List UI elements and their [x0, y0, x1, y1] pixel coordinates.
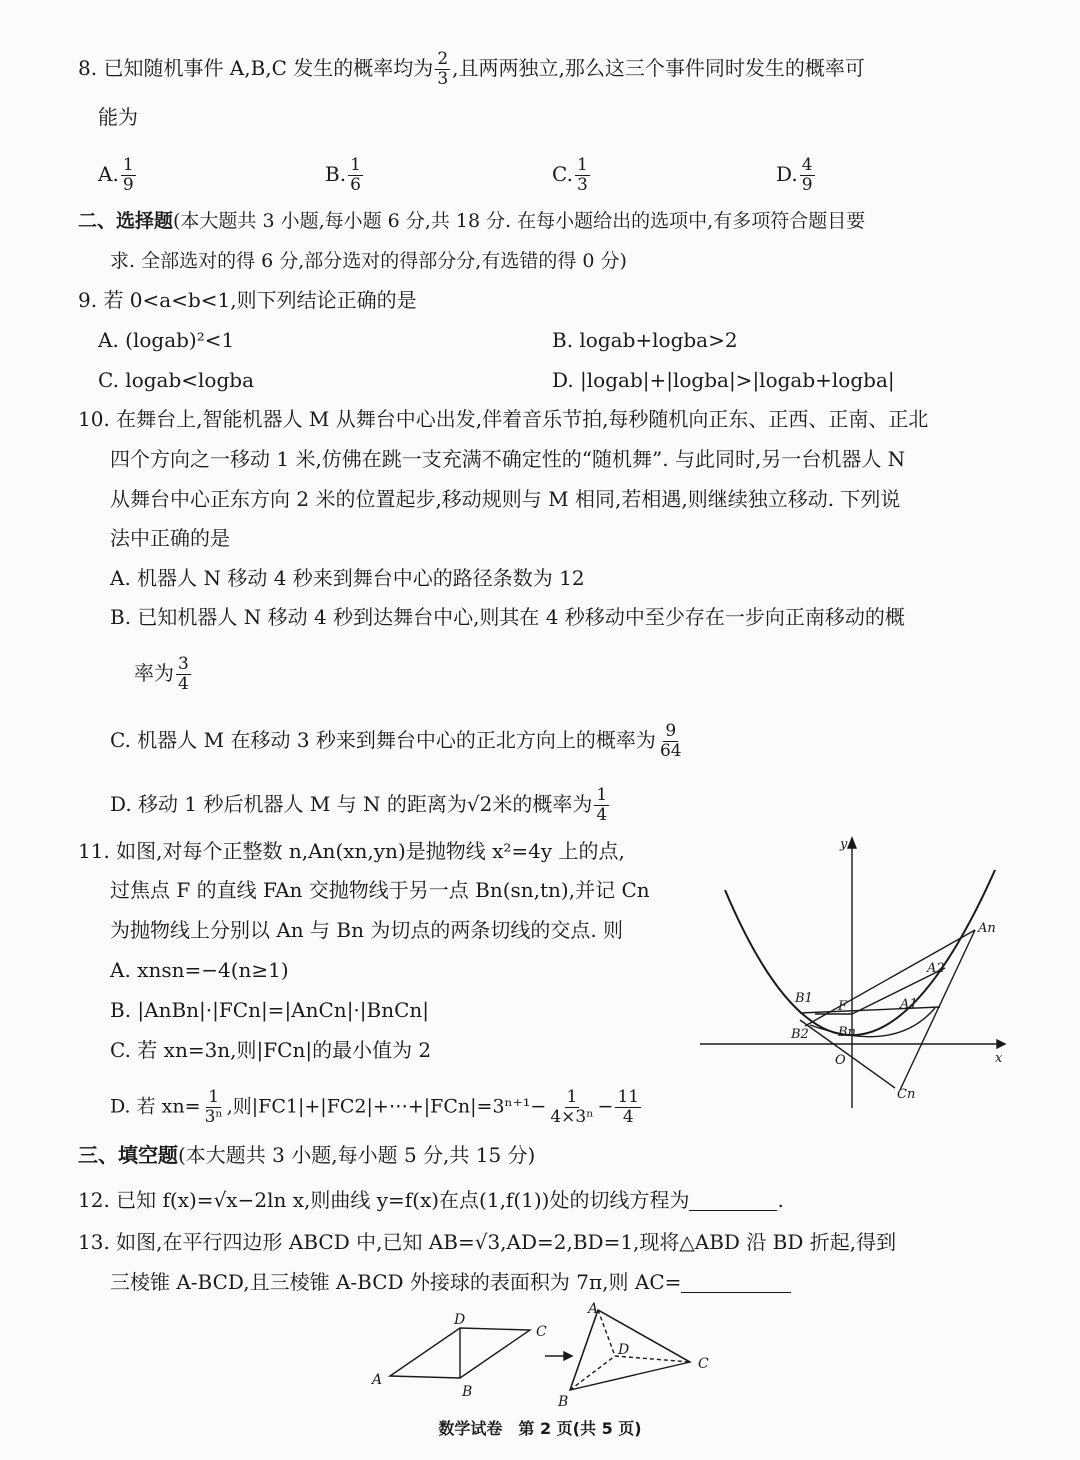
tetra-ad	[598, 1310, 615, 1356]
section3-desc: (本大题共 3 小题,每小题 5 分,共 15 分)	[178, 1143, 536, 1167]
y-axis-arrow	[848, 838, 856, 848]
q8-option-c: C. $\frac{1}{3}$	[552, 155, 588, 195]
label-B2: B2	[791, 1027, 809, 1042]
left-label-B: B	[462, 1384, 473, 1400]
left-label-A: A	[372, 1372, 383, 1388]
q9-option-c: C. logab<logba	[98, 368, 254, 392]
q9-option-d: D. |logab|+|logba|>|logab+logba|	[552, 368, 895, 392]
section2-desc-1: (本大题共 3 小题,每小题 6 分,共 18 分. 在每小题给出的选项中,有多项符合题目要	[173, 210, 866, 232]
q10-d-fraction: $\frac{1}{4}$	[596, 785, 608, 825]
q12-line: 12. 已知 f(x)=√x−2ln x,则曲线 y=f(x)在点(1,f(1))处的切线方程为 .	[78, 1188, 784, 1212]
q10-option-b-line1: B. 已知机器人 N 移动 4 秒到达舞台中心,则其在 4 秒移动中至少存在一步向正南移动的概	[110, 605, 905, 629]
line-B2-An	[805, 930, 975, 1026]
label-x: x	[995, 1051, 1003, 1066]
left-label-C: C	[536, 1324, 547, 1340]
label-A1: A1	[900, 997, 918, 1012]
q9-stem: 9. 若 0<a<b<1,则下列结论正确的是	[78, 288, 417, 312]
fold-arrow-head	[564, 1352, 572, 1360]
q11-option-b: B. |AnBn|·|FCn|=|AnCn|·|BnCn|	[110, 998, 430, 1022]
label-B1: B1	[795, 991, 813, 1006]
label-O: O	[835, 1053, 846, 1068]
label-F: F	[838, 999, 848, 1014]
q10-line-1: 10. 在舞台上,智能机器人 M 从舞台中心出发,伴着音乐节拍,每秒随机向正东、正西、正南、正北	[78, 407, 929, 431]
left-label-D: D	[454, 1312, 466, 1328]
q10-c-fraction: $\frac{9}{64}$	[659, 721, 682, 761]
q11-option-a: A. xnsn=−4(n≥1)	[110, 958, 289, 982]
label-Cn: Cn	[897, 1087, 916, 1102]
section2-title: 二、选择题	[78, 210, 174, 232]
section3-title: 三、填空题	[78, 1143, 178, 1167]
q11-parabola-figure	[695, 830, 1025, 1115]
right-label-C: C	[698, 1356, 709, 1372]
q8-stem-line2: 能为	[98, 105, 138, 129]
tetra-ac	[598, 1310, 690, 1362]
q10-line-2: 四个方向之一移动 1 米,仿佛在跳一支充满不确定性的“随机舞”. 与此同时,另一台机器人 N	[110, 447, 906, 471]
label-Bn: Bn	[838, 1025, 856, 1040]
x-axis-arrow	[997, 1040, 1005, 1048]
q11-option-d: D. 若 xn= $\frac{1}{\text{3ⁿ}}$ ,则|FC1|+|FC2|+⋯+|FCn|=3ⁿ⁺¹− $\frac{1}{\text{4×3ⁿ}}$ − $\frac{11}{4}$	[110, 1087, 640, 1127]
q13-figure	[360, 1298, 730, 1413]
q12-answer-blank[interactable]	[689, 1210, 777, 1211]
q10-option-c: C. 机器人 M 在移动 3 秒来到舞台中心的正北方向上的概率为 $\frac{9}{64}$	[110, 721, 682, 761]
q12-text: 12. 已知 f(x)=√x−2ln x,则曲线 y=f(x)在点(1,f(1))处的切线方程为	[78, 1188, 690, 1212]
q10-b-fraction: $\frac{3}{4}$	[178, 654, 189, 694]
q8-stem	[78, 50, 865, 89]
q9-option-a: A. (logab)²<1	[98, 328, 235, 352]
q11-line-1: 11. 如图,对每个正整数 n,An(xn,yn)是抛物线 x²=4y 上的点,	[78, 839, 625, 863]
page-footer: 数学试卷 第 2 页(共 5 页)	[438, 1419, 642, 1438]
q8-stem-text: 8. 已知随机事件 A,B,C 发生的概率均为	[78, 56, 434, 80]
tetra-outline	[570, 1310, 690, 1390]
q13-answer-blank[interactable]	[681, 1292, 791, 1293]
label-An: An	[978, 921, 996, 936]
right-label-A: A	[588, 1301, 599, 1317]
tetra-ab	[570, 1310, 598, 1390]
section2-desc-2: 求. 全部选对的得 6 分,部分选对的得部分分,有选错的得 0 分)	[110, 250, 627, 272]
q8-option-a: A. $\frac{1}{9}$	[98, 155, 134, 195]
q8-stem-tail: ,且两两独立,那么这三个事件同时发生的概率可	[452, 56, 865, 80]
q13-line-2	[110, 1269, 791, 1295]
q9-option-b: B. logab+logba>2	[552, 328, 738, 352]
q10-line-3: 从舞台中心正东方向 2 米的位置起步,移动规则与 M 相同,若相遇,则继续独立移动. 下列说	[110, 487, 901, 511]
right-label-B: B	[558, 1394, 569, 1410]
q10-option-b-line2: 率为 $\frac{3}{4}$	[134, 654, 189, 694]
q8-option-b: B. $\frac{1}{6}$	[325, 155, 361, 195]
q11-line-2: 过焦点 F 的直线 FAn 交抛物线于另一点 Bn(sn,tn),并记 Cn	[110, 878, 650, 902]
section2-header	[78, 208, 865, 234]
q8-fraction: $\frac{2}{3}$	[437, 49, 449, 89]
right-label-D: D	[618, 1342, 630, 1358]
q11-line-3: 为抛物线上分别以 An 与 Bn 为切点的两条切线的交点. 则	[110, 918, 624, 942]
q10-line-4: 法中正确的是	[110, 526, 230, 550]
q10-option-a: A. 机器人 N 移动 4 秒来到舞台中心的路径条数为 12	[110, 566, 585, 590]
section3-header	[78, 1142, 535, 1168]
q8-option-d: D. $\frac{4}{9}$	[776, 155, 813, 195]
label-A2: A2	[927, 961, 945, 976]
line-B1-A1	[800, 1007, 940, 1013]
q13-text-2: 三棱锥 A-BCD,且三棱锥 A-BCD 外接球的表面积为 7π,则 AC=	[110, 1270, 682, 1294]
q10-option-d: D. 移动 1 秒后机器人 M 与 N 的距离为√2米的概率为 $\frac{1}{4}$	[110, 785, 608, 825]
q11-option-c: C. 若 xn=3n,则|FCn|的最小值为 2	[110, 1038, 432, 1062]
q13-line-1: 13. 如图,在平行四边形 ABCD 中,已知 AB=√3,AD=2,BD=1,现将△ABD 沿 BD 折起,得到	[78, 1230, 897, 1254]
label-y: y	[840, 837, 848, 852]
